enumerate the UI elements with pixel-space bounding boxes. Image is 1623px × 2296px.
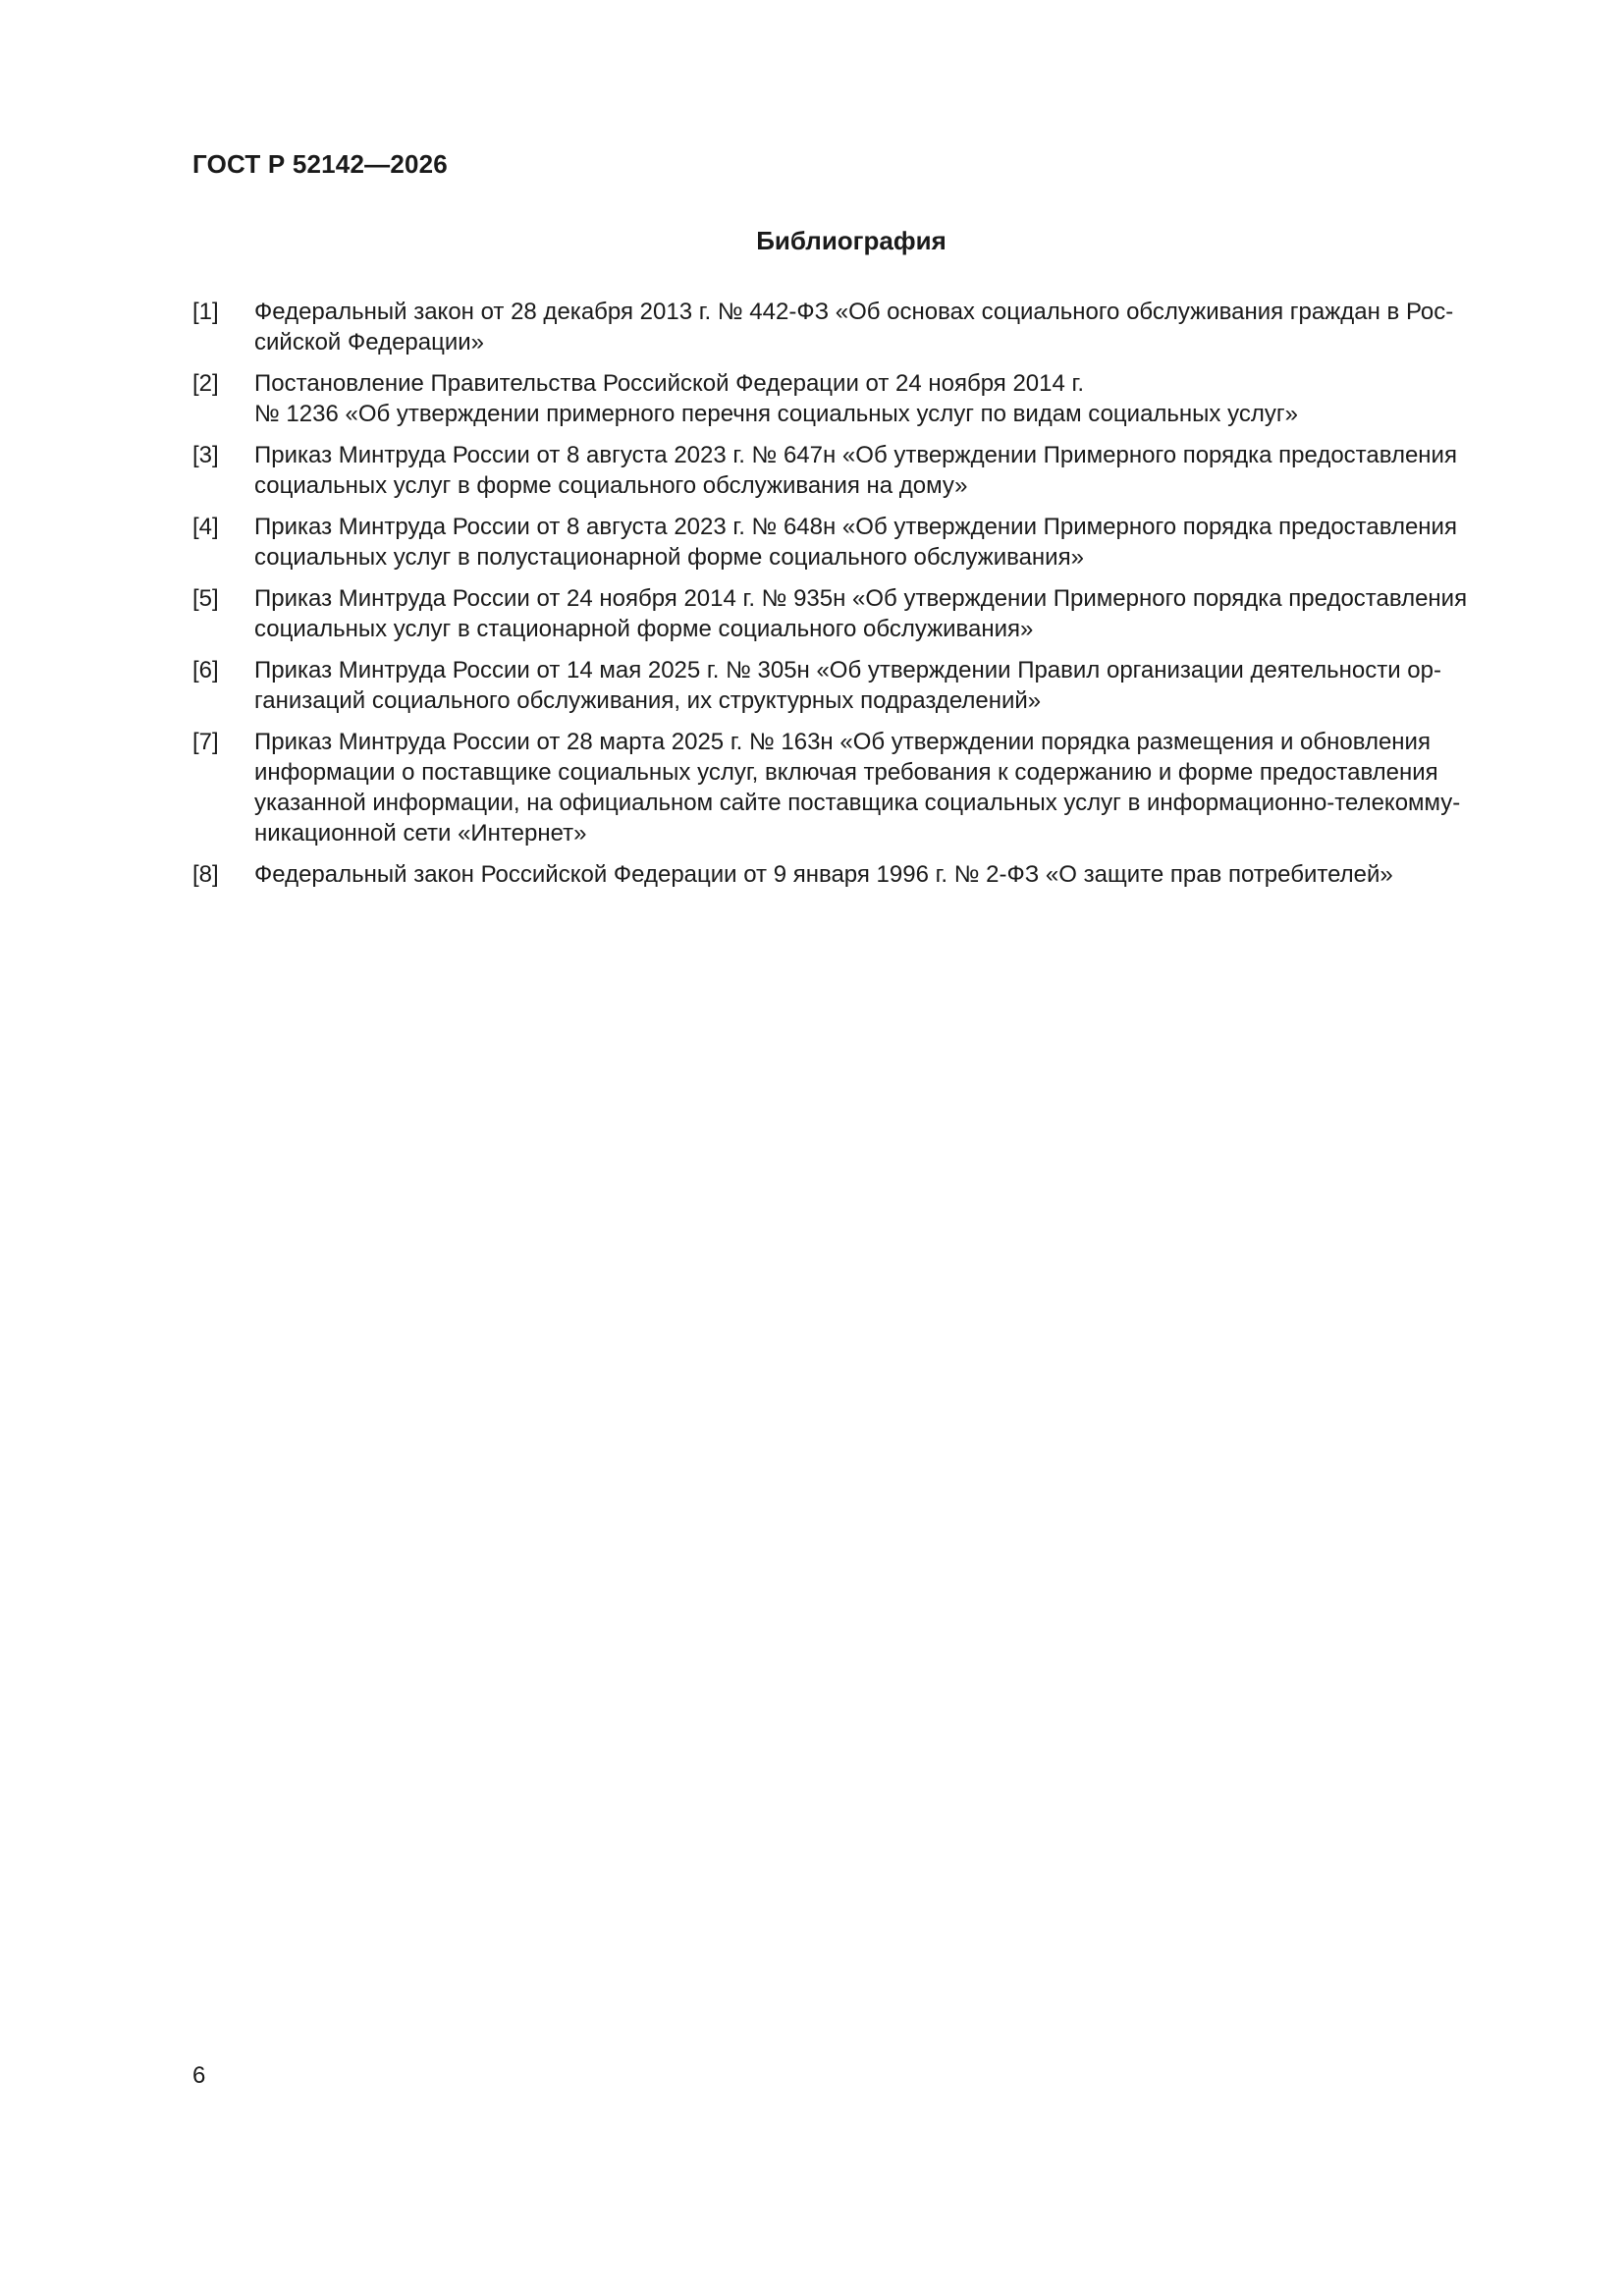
page-number: 6 [192, 2062, 206, 2089]
entry-line: никационной сети «Интернет» [254, 820, 587, 847]
bibliography-entry [192, 727, 1510, 848]
section-title: Библиография [756, 226, 947, 255]
bibliography-entry [192, 440, 1510, 501]
bibliography-entry [192, 512, 1510, 573]
entry-line: № 1236 «Об утверждении примерного перечня социальных услуг по видам социальных услуг» [254, 401, 1298, 427]
entry-line: Приказ Минтруда России от 28 марта 2025 г. № 163н «Об утверждении порядка размещения и обновления [254, 729, 1431, 755]
entry-number: [8] [192, 861, 219, 888]
entry-text [254, 512, 1510, 573]
entry-number: [7] [192, 729, 219, 755]
entry-line: Федеральный закон Российской Федерации от 9 января 1996 г. № 2-ФЗ «О защите прав потребителей» [254, 861, 1393, 888]
entry-line: сийской Федерации» [254, 329, 485, 355]
entry-text [254, 583, 1510, 644]
entry-line: Приказ Минтруда России от 14 мая 2025 г. № 305н «Об утверждении Правил организации деятельности ор- [254, 657, 1441, 683]
entry-line: информации о поставщике социальных услуг, включая требования к содержанию и форме предоставления [254, 759, 1438, 786]
entry-number: [2] [192, 370, 219, 397]
entry-text [254, 859, 1510, 890]
bibliography-entry [192, 297, 1510, 357]
entry-line: ганизаций социального обслуживания, их структурных подразделений» [254, 687, 1042, 714]
entry-line: социальных услуг в форме социального обслуживания на дому» [254, 472, 968, 499]
entry-number: [5] [192, 585, 219, 612]
entry-line: указанной информации, на официальном сайте поставщика социальных услуг в информационно-телекомму- [254, 790, 1461, 816]
entry-text [254, 440, 1510, 501]
document-code: ГОСТ Р 52142—2026 [192, 149, 448, 179]
entry-number: [4] [192, 514, 219, 540]
bibliography-entry [192, 655, 1510, 716]
entry-line: Приказ Минтруда России от 8 августа 2023 г. № 647н «Об утверждении Примерного порядка предоставления [254, 442, 1457, 468]
entry-line: социальных услуг в полустационарной форме социального обслуживания» [254, 544, 1084, 571]
entry-line: Федеральный закон от 28 декабря 2013 г. № 442-ФЗ «Об основах социального обслуживания граждан в Рос- [254, 299, 1454, 325]
entry-text [254, 655, 1510, 716]
entry-line: Постановление Правительства Российской Федерации от 24 ноября 2014 г. [254, 370, 1084, 397]
entry-text [254, 727, 1510, 848]
bibliography-list [192, 297, 1510, 901]
entry-text [254, 297, 1510, 357]
entry-number: [3] [192, 442, 219, 468]
entry-line: социальных услуг в стационарной форме социального обслуживания» [254, 616, 1034, 642]
entry-line: Приказ Минтруда России от 8 августа 2023 г. № 648н «Об утверждении Примерного порядка предоставления [254, 514, 1457, 540]
entry-number: [1] [192, 299, 219, 325]
entry-number: [6] [192, 657, 219, 683]
bibliography-entry [192, 583, 1510, 644]
bibliography-entry [192, 859, 1510, 890]
bibliography-entry [192, 368, 1510, 429]
entry-line: Приказ Минтруда России от 24 ноября 2014 г. № 935н «Об утверждении Примерного порядка предоставления [254, 585, 1468, 612]
entry-text [254, 368, 1510, 429]
